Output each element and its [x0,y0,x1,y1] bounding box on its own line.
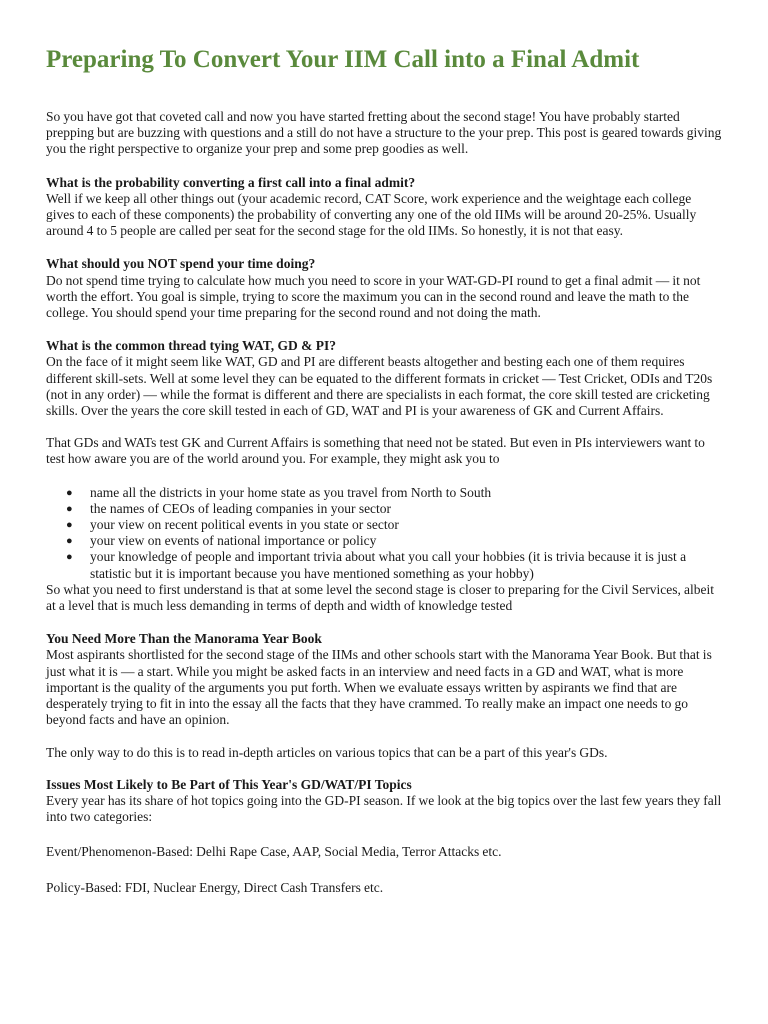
section-body-common-thread: On the face of it might seem like WAT, GD and PI are different beasts altogether and besting each one of them requires different skill-sets. Well at some level they can be equated to the different formats in cricket — Test Cricket, ODIs and T20s (not in any order) — while the format is different and there are specialists in each format, the core skill tested are cricketing skills. Over the years the core skill tested in each of GD, WAT and PI is your awareness of GK and Current Affairs. [46,354,713,419]
section-body-manorama: Most aspirants shortlisted for the second stage of the IIMs and other schools start with the Manorama Year Book. But that is just what it is — a start. While you might be asked facts in an interview and need facts in a GD and WAT, what is more important is the quality of the arguments you put forth. When we evaluate essays written by aspirants we find that are desperately trying to fit in into the essay all the facts that they have crammed. To really make an impact one needs to go beyond facts and have an opinion. [46,647,712,728]
list-item-text: name all the districts in your home state as you travel from North to South [90,484,492,500]
list-item [66,533,722,549]
section-heading-issues: Issues Most Likely to Be Part of This Year's GD/WAT/PI Topics [46,776,412,792]
page-title: Preparing To Convert Your IIM Call into a Final Admit [46,46,640,73]
only-way-paragraph: The only way to do this is to read in-depth articles on various topics that can be a part of this year's GDs. [46,744,608,760]
list-item [66,500,722,517]
section-heading-not-spend-time: What should you NOT spend your time doing? [46,256,316,272]
list-item [66,549,722,581]
section-body-not-spend-time: Do not spend time trying to calculate how much you need to score in your WAT-GD-PI round to get a final admit — it not worth the effort. You goal is simple, trying to score the maximum you can in the second round and leave the math to the college. You should spend your time preparing for the second round and not doing the math. [46,272,701,321]
bullet-icon: ● [66,519,73,532]
list-item-text: the names of CEOs of leading companies in your sector [90,500,392,516]
bullet-icon: ● [66,535,73,548]
bullet-icon: ● [66,502,73,515]
list-item-text: your view on events of national importance or policy [90,533,377,549]
section-body-probability: Well if we keep all other things out (your academic record, CAT Score, work experience and the weightage each college gives to each of these components) the probability of converting any one of the old IIMs will be around 20-25%. Usually around 4 to 5 people are called per seat for the second stage for the old IIMs. So honestly, it is not that easy. [46,190,697,239]
bullet-icon: ● [66,551,73,564]
gk-paragraph: That GDs and WATs test GK and Current Affairs is something that need not be stated. But even in PIs interviewers want to test how aware you are of the world around you. For example, they might ask you to [46,435,705,467]
after-list-paragraph: So what you need to first understand is that at some level the second stage is closer to preparing for the Civil Services, albeit at a level that is much less demanding in terms of depth and width of knowledge tested [46,581,714,614]
intro-paragraph: So you have got that coveted call and now you have started fretting about the second stage! You have probably started prepping but are buzzing with questions and a still do not have a structure to the your prep. This post is geared towards giving you the right perspective to organize your prep and some prep goodies as well. [46,109,722,157]
section-body-issues: Every year has its share of hot topics going into the GD-PI season. If we look at the big topics over the last few years they fall into two categories: [46,792,722,825]
policy-based-topics: Policy-Based: FDI, Nuclear Energy, Direct Cash Transfers etc. [46,879,384,895]
section-heading-probability: What is the probability converting a first call into a final admit? [46,174,416,190]
list-item [66,484,722,501]
list-item-text: your knowledge of people and important trivia about what you call your hobbies (it is trivia because it is just a statistic but it is important because you have mentioned something as your hobby) [90,549,687,581]
event-based-topics: Event/Phenomenon-Based: Delhi Rape Case, AAP, Social Media, Terror Attacks etc. [46,844,502,860]
bullet-icon: ● [66,486,73,499]
section-heading-manorama: You Need More Than the Manorama Year Book [46,631,322,647]
list-item [66,517,722,533]
list-item-text: your view on recent political events in you state or sector [90,517,399,533]
section-heading-common-thread: What is the common thread tying WAT, GD & PI? [46,338,337,354]
example-questions-list [46,485,722,582]
